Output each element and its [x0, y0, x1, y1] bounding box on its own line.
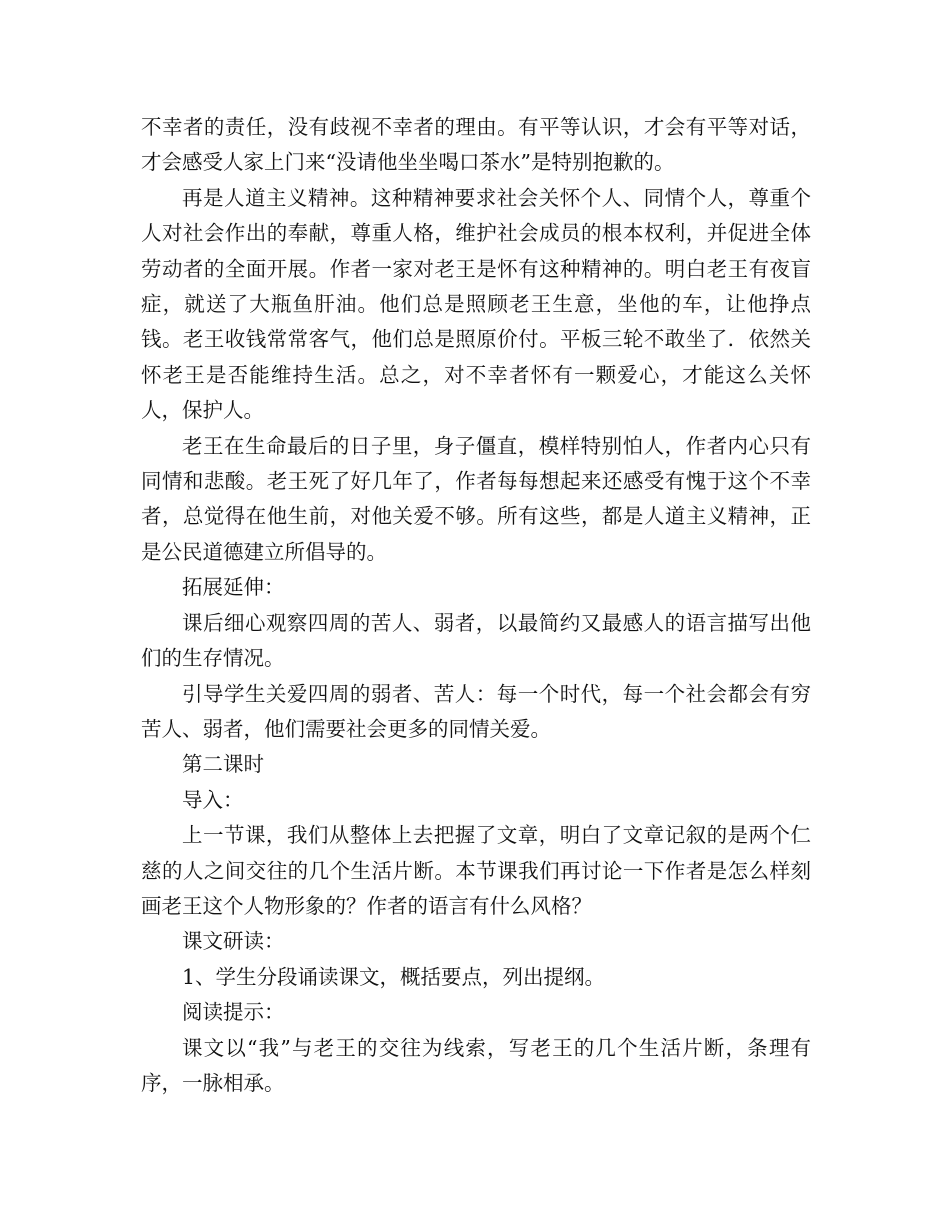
list-item-reading-task: 1、学生分段诵读课文，概括要点，列出提纲。	[182, 964, 606, 989]
heading-extension: 拓展延伸：	[182, 575, 285, 600]
paragraph-humanitarianism: 再是人道主义精神。这种精神要求社会关怀个人、同情个人，尊重个人对社会作出的奉献，尊重人格，维护社会成员的根本权利，并促进全体劳动者的全面开展。作者一家对老王是怀有这种精神的。明白老王有夜盲症，就送了大瓶鱼肝油。他们总是照顾老王生意，坐他的车，让他挣点钱。老王收钱常常客气，他们总是照原价付。平板三轮不敢坐了．依然关怀老王是否能维持生活。总之，对不幸者怀有一颗爱心，才能这么关怀人，保护人。	[141, 185, 811, 423]
paragraph-observe: 课后细心观察四周的苦人、弱者，以最简约又最感人的语言描写出他们的生存情况。	[141, 610, 811, 671]
paragraph-guide: 引导学生关爱四周的弱者、苦人：每一个时代，每一个社会都会有穷苦人、弱者，他们需要社会更多的同情关爱。	[141, 681, 811, 741]
paragraph-reading-tips: 课文以“我”与老王的交往为线索，写老王的几个生活片断，条理有序，一脉相承。	[141, 1035, 811, 1095]
heading-text-study: 课文研读：	[182, 929, 285, 954]
paragraph-introduction: 上一节课，我们从整体上去把握了文章，明白了文章记叙的是两个仁慈的人之间交往的几个生活片断。本节课我们再讨论一下作者是怎么样刻画老王这个人物形象的？作者的语言有什么风格？	[141, 823, 811, 918]
heading-reading-tips: 阅读提示：	[182, 1000, 285, 1025]
paragraph-last-days: 老王在生命最后的日子里，身子僵直，模样特别怕人，作者内心只有同情和悲酸。老王死了好几年了，作者每每想起来还感受有愧于这个不幸者，总觉得在他生前，对他关爱不够。所有这些，都是人道主义精神，正是公民道德建立所倡导的。	[141, 433, 811, 564]
document-page	[141, 110, 811, 1101]
heading-introduction: 导入：	[182, 787, 244, 812]
paragraph-continuation: 不幸者的责任，没有歧视不幸者的理由。有平等认识，才会有平等对话，才会感受人家上门来“没请他坐坐喝口茶水”是特别抱歉的。	[141, 115, 811, 175]
heading-second-lesson: 第二课时	[182, 752, 264, 777]
